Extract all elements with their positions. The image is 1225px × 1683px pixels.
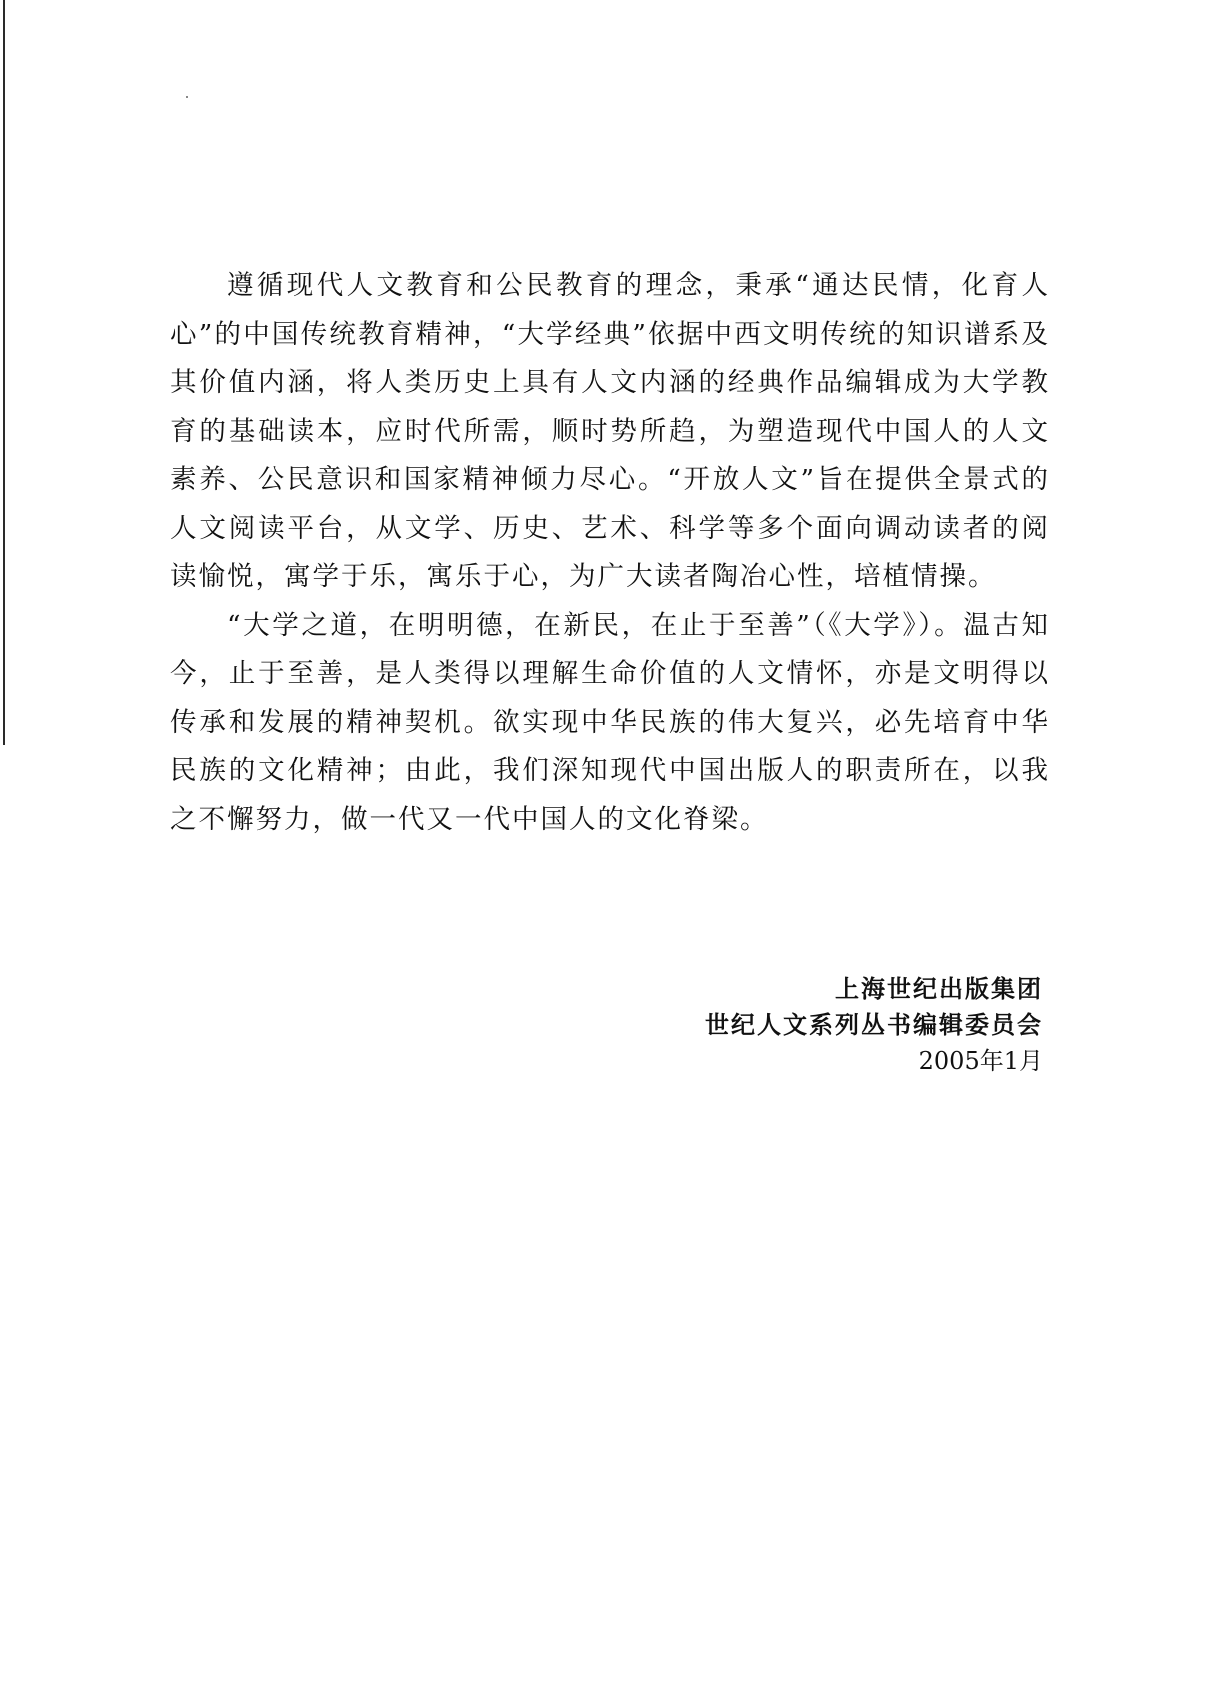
page-edge-line bbox=[3, 0, 5, 745]
publisher-name: 上海世纪出版集团 bbox=[835, 975, 1043, 1003]
publish-date: 2005年1月 bbox=[918, 1047, 1043, 1075]
paragraph-1: 遵循现代人文教育和公民教育的理念，秉承“通达民情，化育人心”的中国传统教育精神，“大学经典”依据中西文明传统的知识谱系及其价值内涵，将人类历史上具有人文内涵的经典作品编辑成为大学教育的基础读本，应时代所需，顺时势所趋，为塑造现代中国人的人文素养、公民意识和国家精神倾力尽心。“开放人文”旨在提供全景式的人文阅读平台，从文学、历史、艺术、科学等多个面向调动读者的阅读愉悦，寓学于乐，寓乐于心，为广大读者陶冶心性，培植情操。 bbox=[170, 270, 1050, 592]
scan-speck bbox=[186, 96, 188, 98]
signature-block bbox=[705, 971, 1043, 1079]
committee-name: 世纪人文系列丛书编辑委员会 bbox=[705, 1011, 1043, 1039]
paragraph-2: “大学之道，在明明德，在新民，在止于至善”（《大学》）。温古知今，止于至善，是人类得以理解生命价值的人文情怀，亦是文明得以传承和发展的精神契机。欲实现中华民族的伟大复兴，必先培育中华民族的文化精神；由此，我们深知现代中国出版人的职责所在，以我之不懈努力，做一代又一代中国人的文化脊梁。 bbox=[170, 609, 1050, 835]
body-text bbox=[170, 262, 1050, 844]
